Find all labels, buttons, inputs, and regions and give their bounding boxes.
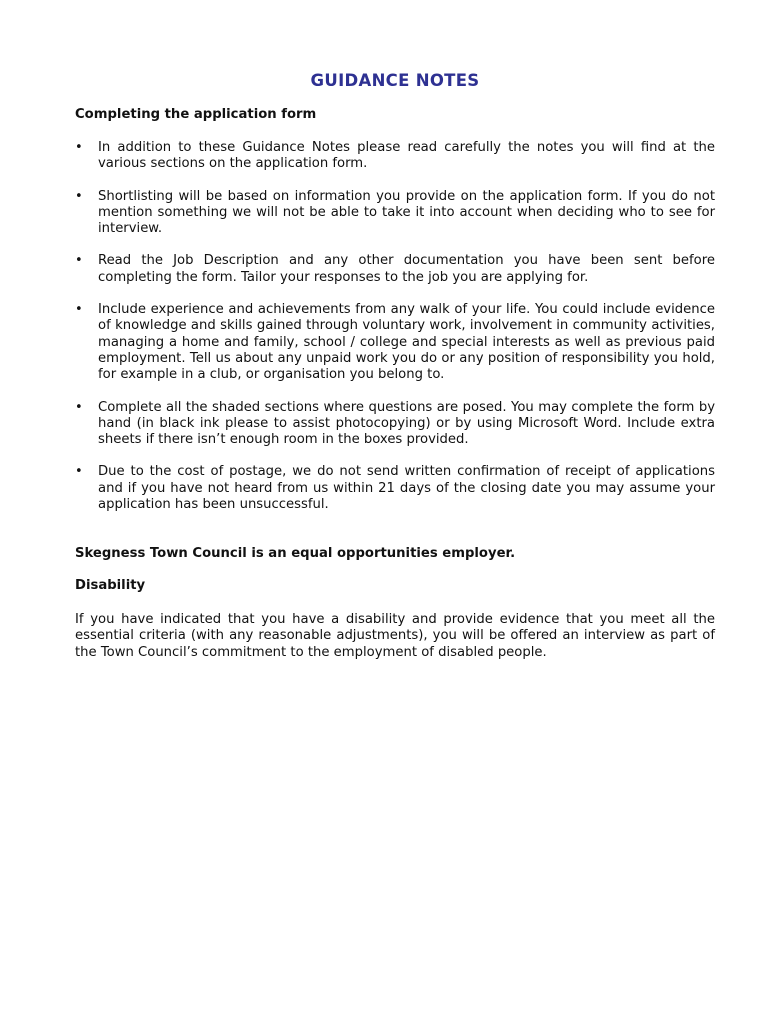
list-item-text: Include experience and achievements from any walk of your life. You could include evidence of knowledge and skills gained through voluntary work, involvement in community activities, managing a home and family, school / college and special interests as well as previous paid employment. Tell us about any unpaid work you do or any position of responsibility you hold, for example in a club, or organisation you belong to. [98,302,715,383]
list-item-text: Due to the cost of postage, we do not send written confirmation of receipt of applications and if you have not heard from us within 21 days of the closing date you may assume your application has been unsuccessful. [98,464,715,513]
disability-paragraph: If you have indicated that you have a disability and provide evidence that you meet all the essential criteria (with any reasonable adjustments), you will be offered an interview as part of the Town Council’s commitment to the employment of disabled people. [75,612,715,660]
guidance-bullet-list [75,140,715,529]
bullet-icon: • [75,464,83,480]
list-item [75,189,715,238]
list-item [75,302,715,383]
list-item-text: Read the Job Description and any other documentation you have been sent before completing the form. Tailor your responses to the job you are applying for. [98,253,715,285]
bullet-icon: • [75,188,83,204]
section-heading: Completing the application form [75,107,317,122]
list-item-text: Complete all the shaded sections where questions are posed. You may complete the form by hand (in black ink please to assist photocopying) or by using Microsoft Word. Include extra sheets if there isn’t enough room in the boxes provided. [98,399,715,448]
bullet-icon: • [75,399,83,415]
list-item-text: In addition to these Guidance Notes please read carefully the notes you will find at the various sections on the application form. [98,140,715,172]
list-item-text: Shortlisting will be based on information you provide on the application form. If you do not mention something we will not be able to take it into account when deciding who to see for interview. [98,188,715,237]
list-item [75,253,715,286]
list-item [75,140,715,173]
equal-opportunities-statement: Skegness Town Council is an equal opportunities employer. [75,546,516,561]
bullet-icon: • [75,253,83,269]
page-title: GUIDANCE NOTES [310,71,480,90]
bullet-icon: • [75,302,83,318]
list-item [75,464,715,513]
list-item [75,400,715,449]
disability-heading: Disability [75,578,146,593]
bullet-icon: • [75,140,83,155]
